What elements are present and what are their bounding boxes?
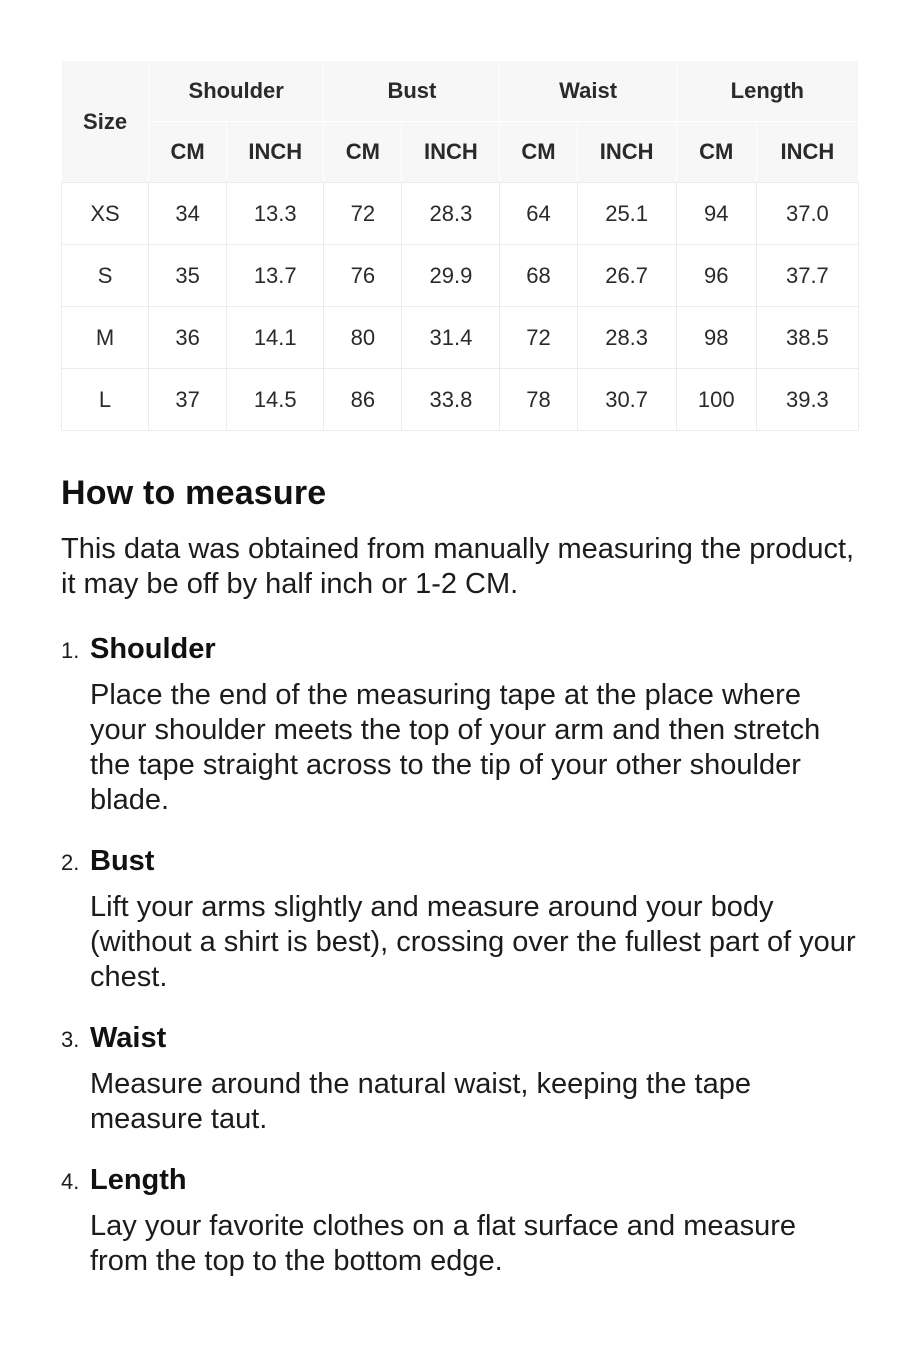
unit-header-row [62, 122, 859, 183]
measurement-cell: 38.5 [756, 307, 858, 369]
size-row-xs [62, 183, 859, 245]
measurement-cell: 78 [500, 369, 577, 431]
size-column-header: Size [62, 61, 149, 183]
group-header-bust: Bust [324, 61, 500, 122]
step-description: Lift your arms slightly and measure around your body (without a shirt is best), crossing over the fullest part of your chest. [90, 890, 856, 993]
size-row-l [62, 369, 859, 431]
step-item-shoulder [61, 632, 859, 818]
unit-header-cell: INCH [577, 122, 676, 183]
step-number: 4. [61, 1168, 80, 1194]
measurement-cell: 72 [324, 183, 402, 245]
step-description: Place the end of the measuring tape at the place where your shoulder meets the top of your arm and then stretch the tape straight across to the tip of your other shoulder blade. [90, 678, 821, 816]
measurement-cell: 86 [324, 369, 402, 431]
measurement-cell: 28.3 [402, 183, 500, 245]
step-term: Waist [90, 1021, 167, 1054]
step-number: 3. [61, 1026, 80, 1052]
measurement-cell: 36 [149, 307, 227, 369]
measurement-cell: 37.0 [756, 183, 858, 245]
step-item-bust [61, 844, 859, 995]
size-cell: M [62, 307, 149, 369]
measurement-cell: 37.7 [756, 245, 858, 307]
measurement-cell: 33.8 [402, 369, 500, 431]
step-item-waist [61, 1021, 859, 1137]
measurement-cell: 94 [676, 183, 756, 245]
group-header-waist: Waist [500, 61, 676, 122]
measurement-cell: 39.3 [756, 369, 858, 431]
step-number: 2. [61, 849, 80, 875]
unit-header-cell: CM [676, 122, 756, 183]
unit-header-cell: CM [324, 122, 402, 183]
unit-header-cell: INCH [756, 122, 858, 183]
step-term: Length [90, 1163, 187, 1196]
measurement-cell: 80 [324, 307, 402, 369]
step-item-length [61, 1163, 859, 1279]
measurement-cell: 25.1 [577, 183, 676, 245]
measurement-cell: 31.4 [402, 307, 500, 369]
step-term: Bust [90, 844, 155, 877]
measurement-cell: 28.3 [577, 307, 676, 369]
step-term: Shoulder [90, 632, 216, 665]
how-to-measure-title: How to measure [61, 474, 327, 512]
size-cell: L [62, 369, 149, 431]
unit-header-cell: CM [500, 122, 577, 183]
measurement-cell: 72 [500, 307, 577, 369]
measure-steps-list [61, 632, 859, 1279]
measurement-cell: 98 [676, 307, 756, 369]
measurement-cell: 37 [149, 369, 227, 431]
measurement-cell: 14.5 [227, 369, 324, 431]
measurement-cell: 68 [500, 245, 577, 307]
size-chart-table [61, 60, 859, 431]
group-header-length: Length [676, 61, 858, 122]
measurement-cell: 76 [324, 245, 402, 307]
unit-header-cell: INCH [227, 122, 324, 183]
step-number: 1. [61, 637, 80, 663]
step-description: Measure around the natural waist, keeping the tape measure taut. [90, 1067, 751, 1135]
unit-header-cell: INCH [402, 122, 500, 183]
measurement-cell: 100 [676, 369, 756, 431]
measurement-cell: 13.3 [227, 183, 324, 245]
measurement-cell: 29.9 [402, 245, 500, 307]
measurement-cell: 64 [500, 183, 577, 245]
measurement-cell: 14.1 [227, 307, 324, 369]
step-description: Lay your favorite clothes on a flat surface and measure from the top to the bottom edge. [90, 1209, 797, 1277]
size-cell: S [62, 245, 149, 307]
unit-header-cell: CM [149, 122, 227, 183]
measurement-cell: 96 [676, 245, 756, 307]
group-header-shoulder: Shoulder [149, 61, 324, 122]
measurement-cell: 13.7 [227, 245, 324, 307]
size-row-m [62, 307, 859, 369]
measurement-cell: 30.7 [577, 369, 676, 431]
group-header-row [62, 61, 859, 122]
measurement-cell: 26.7 [577, 245, 676, 307]
size-row-s [62, 245, 859, 307]
intro-paragraph: This data was obtained from manually measuring the product, it may be off by half inch or 1-2 CM. [61, 532, 855, 600]
measurement-cell: 35 [149, 245, 227, 307]
measurement-cell: 34 [149, 183, 227, 245]
size-cell: XS [62, 183, 149, 245]
